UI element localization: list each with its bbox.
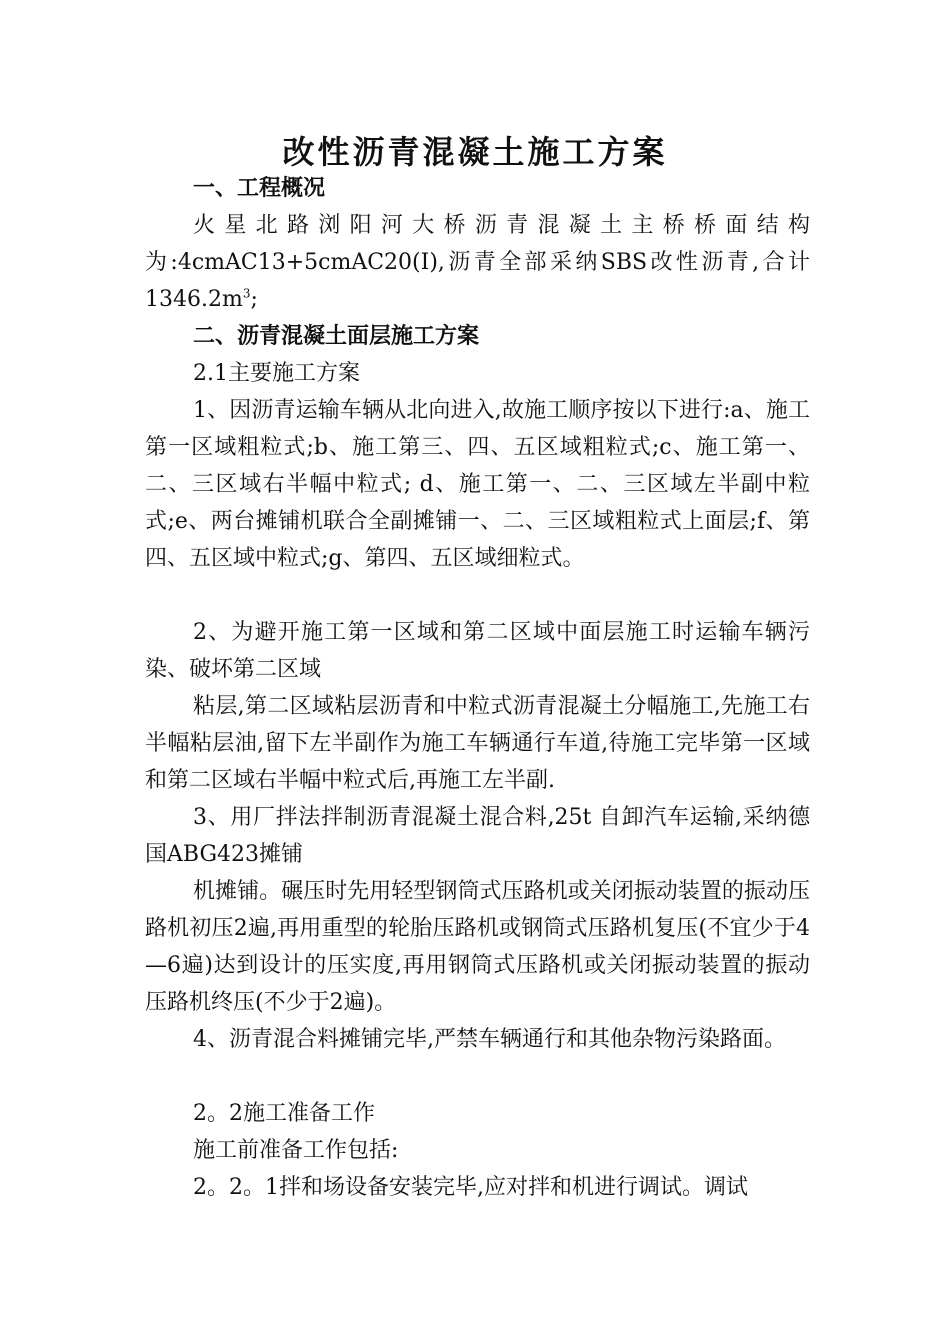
list-item-4: 4、沥青混合料摊铺完毕,严禁车辆通行和其他杂物污染路面。 xyxy=(193,1027,786,1052)
superscript-three: 3 xyxy=(242,286,251,301)
list-item-3-part-2: 机摊铺。碾压时先用轻型钢筒式压路机或关闭振动装置的振动压路机初压2遍,再用重型的轮胎压路机或钢筒式压路机复压(不宜少于4—6遍)达到设计的压实度,再用钢筒式压路机或关闭振动装置的振动压路机终压(不少于2遍)。 xyxy=(145,879,810,1015)
preparation-intro: 施工前准备工作包括: xyxy=(193,1138,399,1163)
list-item-2-part-1: 2、为避开施工第一区域和第二区域中面层施工时运输车辆污染、破坏第二区域 xyxy=(145,620,810,682)
subsection-2-1-heading: 2.1主要施工方案 xyxy=(193,361,360,386)
section-1-paragraph xyxy=(145,207,810,318)
list-item-2-part-2: 粘层,第二区域粘层沥青和中粒式沥青混凝土分幅施工,先施工右半幅粘层油,留下左半副作为施工车辆通行车道,待施工完毕第一区域和第二区域右半幅中粒式后,再施工左半副. xyxy=(145,694,810,793)
document-title: 改性沥青混凝土施工方案 xyxy=(282,133,668,171)
section-2-heading: 二、沥青混凝土面层施工方案 xyxy=(193,323,480,349)
preparation-item-2-2-1: 2。2。1拌和场设备安装完毕,应对拌和机进行调试。调试 xyxy=(193,1175,748,1200)
list-item-1: 1、因沥青运输车辆从北向进入,故施工顺序按以下进行:a、施工第一区域粗粒式;b、施工第三、四、五区域粗粒式;c、施工第一、二、三区域右半幅中粒式; d、施工第一、二、三区域左半副中粒式;e、两台摊铺机联合全副摊铺一、二、三区域粗粒式上面层;f、第四、五区域中粒式;g、第四、五区域细粒式。 xyxy=(145,398,810,571)
section-1-heading: 一、工程概况 xyxy=(193,175,326,201)
section-1-paragraph-text: 火星北路浏阳河大桥沥青混凝土主桥桥面结构为:4cmAC13+5cmAC20(I),沥青全部采纳SBS改性沥青,合计1346.2m xyxy=(145,213,810,312)
list-item-3-part-1: 3、用厂拌法拌制沥青混凝土混合料,25t 自卸汽车运输,采纳德国ABG423摊铺 xyxy=(145,805,810,867)
subsection-2-2-heading: 2。2施工准备工作 xyxy=(193,1101,375,1126)
section-1-paragraph-end: ; xyxy=(250,287,258,312)
